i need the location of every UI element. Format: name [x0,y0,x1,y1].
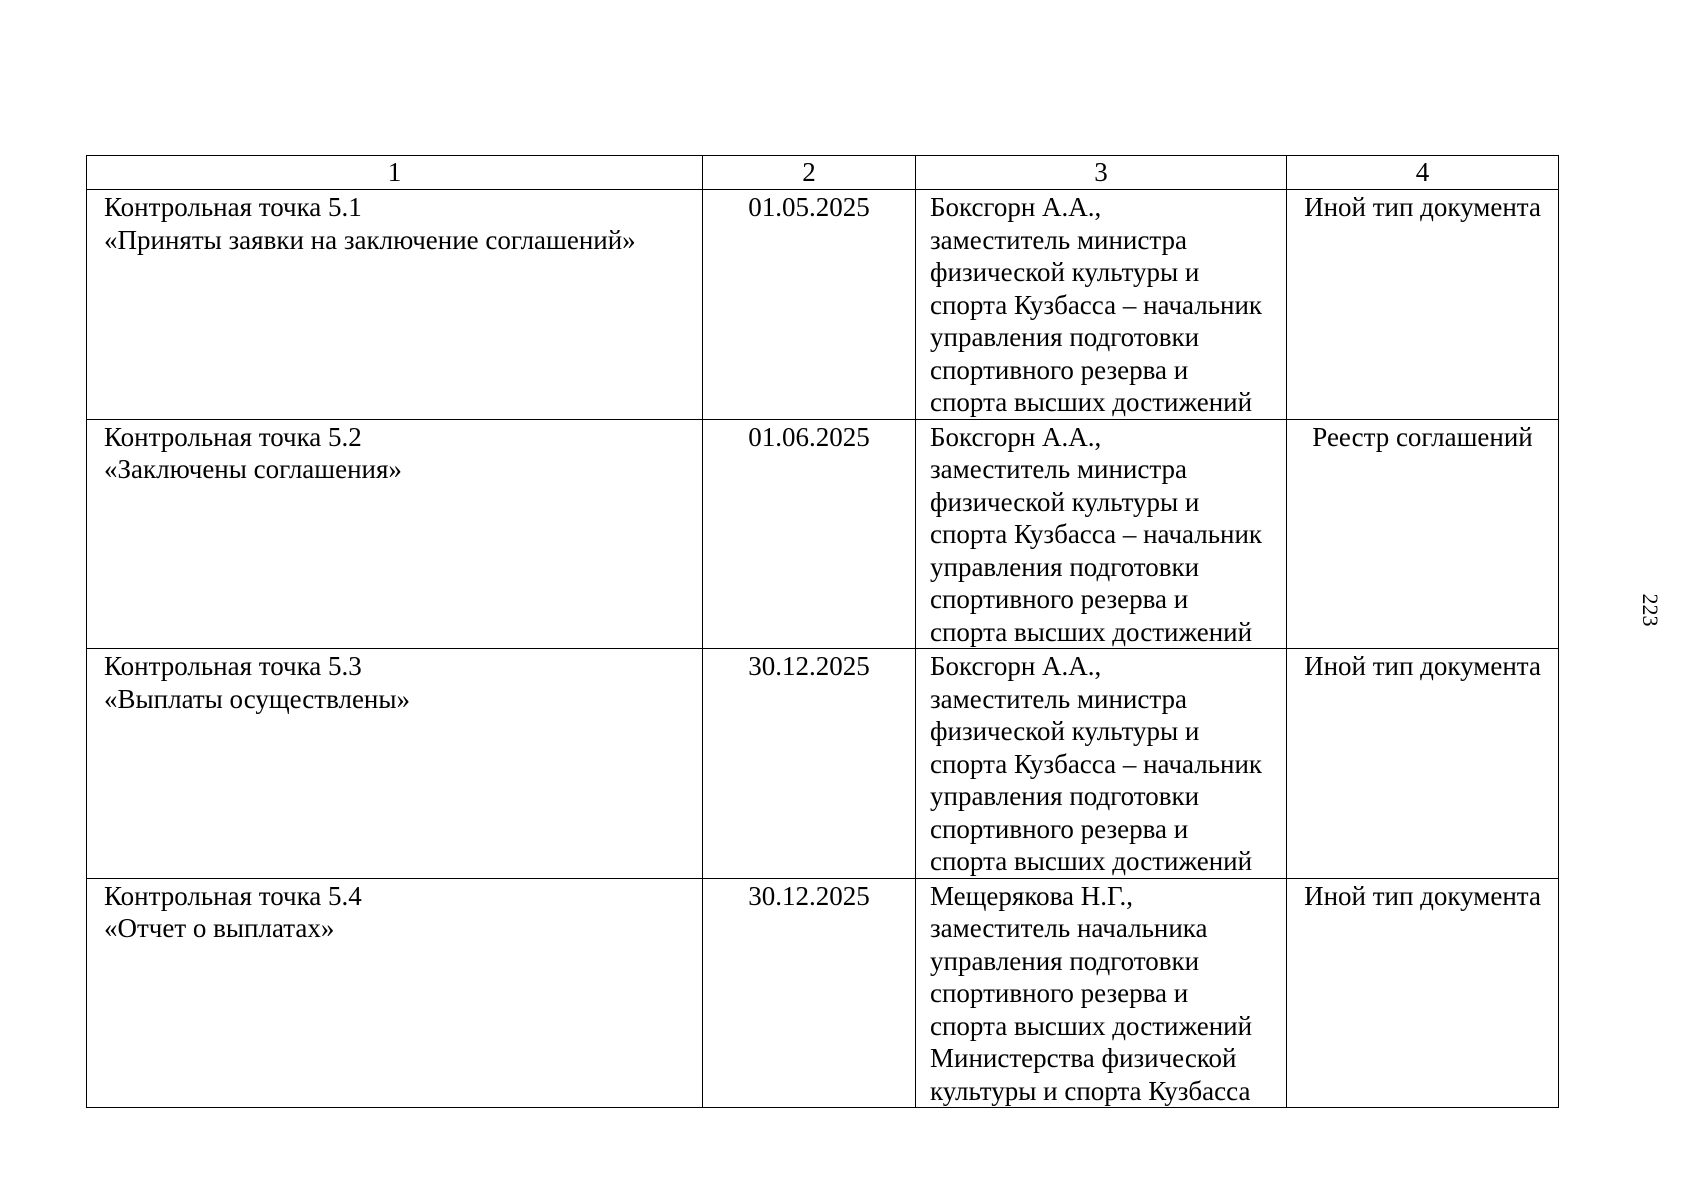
document-type-cell: Реестр соглашений [1287,419,1559,649]
table-row [87,190,1559,420]
responsible-line: заместитель министра [930,683,1187,714]
responsible-line: управления подготовки [930,551,1200,582]
date-cell: 30.12.2025 [703,878,916,1108]
document-type-cell: Иной тип документа [1287,878,1559,1108]
table-row [87,649,1559,879]
responsible-line: заместитель начальника [930,913,1208,943]
column-header-2: 2 [703,156,916,190]
responsible-line: управления подготовки [930,781,1200,811]
table-row [87,419,1559,649]
responsible-line: управления подготовки [930,322,1200,352]
control-point-description: «Приняты заявки на заключение соглашений» [104,224,636,255]
responsible-cell [916,190,1287,420]
control-points-table [86,155,1559,1108]
responsible-line: Боксгорн А.А., [930,421,1102,452]
control-point-name: Контрольная точка 5.4 [104,880,362,911]
date-cell: 01.06.2025 [703,419,916,649]
responsible-line: культуры и спорта Кузбасса [930,1075,1251,1106]
responsible-line: спортивного резерва и [930,978,1189,1008]
column-header-4: 4 [1287,156,1559,190]
control-point-cell [87,878,703,1108]
responsible-line: спорта Кузбасса – начальник [930,748,1263,779]
responsible-line: спорта высших достижений [930,387,1253,417]
control-point-description: «Заключены соглашения» [104,454,402,484]
responsible-line: спорта высших достижений [930,616,1253,647]
responsible-line: спортивного резерва и [930,584,1189,614]
responsible-line: Министерства физической [930,1043,1237,1073]
responsible-line: спорта Кузбасса – начальник [930,519,1263,549]
responsible-cell [916,649,1287,879]
responsible-cell [916,878,1287,1108]
control-point-description: «Отчет о выплатах» [104,913,335,943]
responsible-line: управления подготовки [930,945,1200,976]
column-header-3: 3 [916,156,1287,190]
control-point-cell [87,649,703,879]
responsible-line: физической культуры и [930,257,1200,287]
responsible-line: спорта высших достижений [930,846,1253,876]
control-point-description: «Выплаты осуществлены» [104,683,411,714]
document-type-cell: Иной тип документа [1287,190,1559,420]
responsible-line: Мещерякова Н.Г., [930,880,1134,911]
control-point-cell [87,190,703,420]
responsible-line: заместитель министра [930,224,1187,255]
responsible-line: Боксгорн А.А., [930,192,1102,222]
table-row [87,878,1559,1108]
date-cell: 30.12.2025 [703,649,916,879]
table-header-row [87,156,1559,190]
responsible-cell [916,419,1287,649]
control-point-cell [87,419,703,649]
responsible-line: физической культуры и [930,486,1200,517]
column-header-1: 1 [87,156,703,190]
responsible-line: Боксгорн А.А., [930,651,1102,681]
responsible-line: спорта высших достижений [930,1010,1253,1041]
control-point-name: Контрольная точка 5.1 [104,192,362,222]
responsible-line: спортивного резерва и [930,354,1189,385]
control-point-name: Контрольная точка 5.2 [104,421,362,452]
document-type-cell: Иной тип документа [1287,649,1559,879]
page-number: 223 [1638,593,1663,627]
responsible-line: физической культуры и [930,716,1200,746]
responsible-line: спорта Кузбасса – начальник [930,289,1263,320]
responsible-line: заместитель министра [930,454,1187,484]
responsible-line: спортивного резерва и [930,813,1189,844]
date-cell: 01.05.2025 [703,190,916,420]
control-point-name: Контрольная точка 5.3 [104,651,362,681]
